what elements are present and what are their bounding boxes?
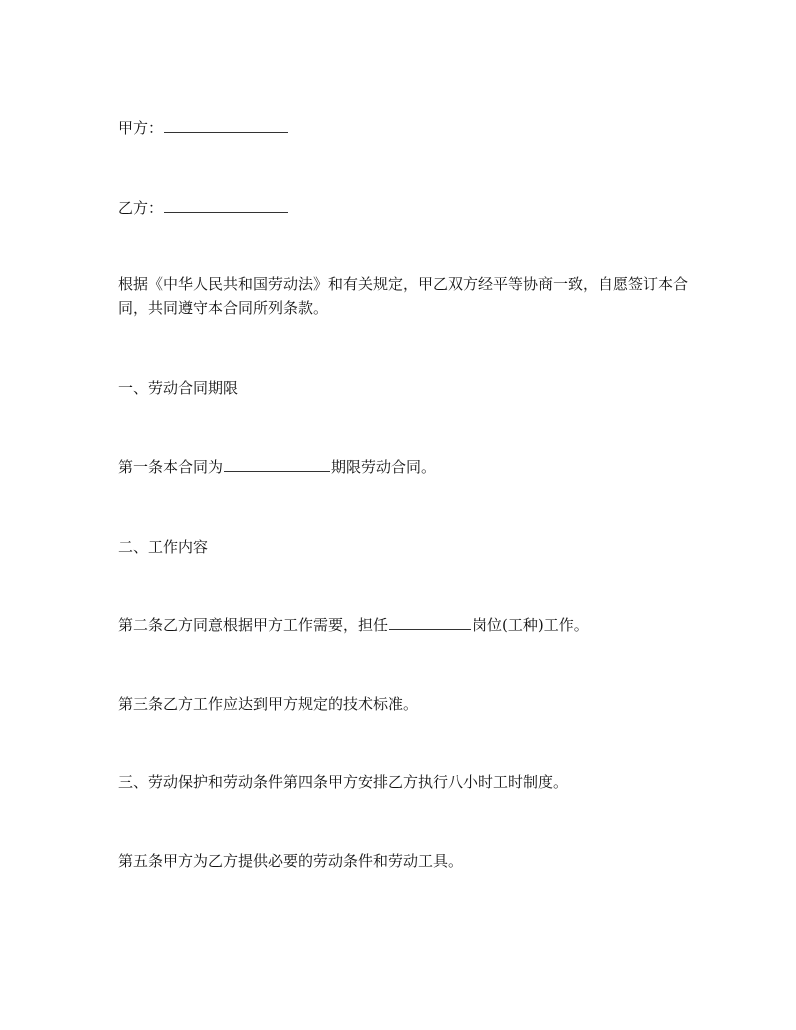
section-3-article-4: 三、劳动保护和劳动条件第四条甲方安排乙方执行八小时工时制度。 [118,773,569,791]
party-a-line [118,116,688,140]
article-1-blank [224,456,330,472]
article-2-line [118,613,688,637]
party-a-label: 甲方： [118,119,164,137]
preamble-paragraph: 根据《中华人民共和国劳动法》和有关规定，甲乙双方经平等协商一致，自愿签订本合同，共同遵守本合同所列条款。 [118,275,689,317]
article-1-line [118,455,688,479]
article-1-suffix: 期限劳动合同。 [331,458,437,476]
article-1-prefix: 第一条本合同为 [118,458,224,476]
party-b-blank [164,197,288,213]
article-2-prefix: 第二条乙方同意根据甲方工作需要，担任 [118,616,389,634]
section-1-title: 一、劳动合同期限 [118,379,239,397]
party-a-blank [164,117,288,133]
article-2-suffix: 岗位(工种)工作。 [472,616,589,634]
article-3: 第三条乙方工作应达到甲方规定的技术标准。 [118,695,419,713]
party-b-label: 乙方： [118,199,164,217]
party-b-line [118,196,688,220]
section-2-title: 二、工作内容 [118,538,209,556]
article-5: 第五条甲方为乙方提供必要的劳动条件和劳动工具。 [118,852,464,870]
article-2-blank [389,614,471,630]
